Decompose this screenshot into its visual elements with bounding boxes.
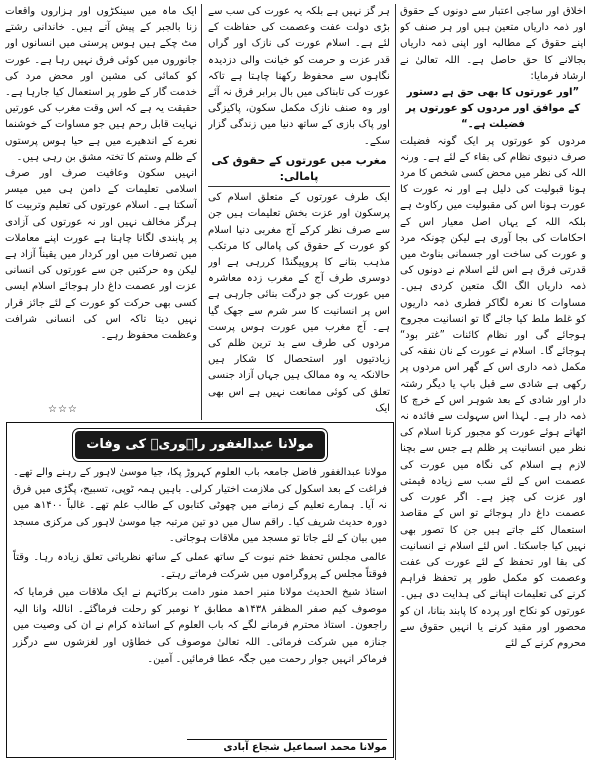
column-divider-left (201, 4, 202, 420)
middle-paragraph-2: ایک طرف عورتوں کے متعلق اسلام کی پرسکون اور عزت بخش تعلیمات ہیں جن سے صرف نظر کرکے آج مغربی دنیا اسلام کو عورت کے حقوق کی پامالی کا مرتکب مذہب بتانے کا پروپیگنڈا کررہی ہے اور دوسری طرف آج کے مغرب زدہ معاشرہ میں عورت کی جو درگت بنائی جارہی ہے اس پر انسانیت کا سر شرم سے جھک گیا ہے۔ آج مغرب میں عورت ہوس پرست مردوں کی طرف سے بد ترین ظلم کی زیادتیوں اور استحصال کا شکار ہیں حالانکہ یہ وہ ممالک ہیں جہاں آزاد جنسی تعلق کی کوئی ممانعت نہیں ہے اس بھی ایک (208, 192, 390, 414)
middle-column (208, 4, 390, 422)
obituary-text (13, 465, 387, 668)
obituary-box (6, 422, 394, 758)
obituary-paragraph-3: استاذ شیخ الحدیث مولانا منیر احمد منور دامت برکاتہم نے ایک ملاقات میں فرمایا کہ موصوف کیم صفر المظفر ۱۴۳۸ھ مطابق ۲ نومبر کو رحلت فرماگئے۔ اناللہ وانا الیہ راجعون۔ استاذ محترم فرمانے لگے کہ باب العلوم کے اساتذہ کرام نے ان کی وصیت میں جنازہ میں شرکت فرمائی۔ اللہ تعالیٰ موصوف کی خطاؤں اور لغزشوں سے درگزر فرماکر انہیں جوار رحمت میں جگہ عطا فرمائیں۔ آمین۔ (13, 587, 387, 665)
obituary-paragraph-1: مولانا عبدالغفور فاضل جامعہ باب العلوم کہروڑ پکا، جیا موسیٰ لاہور کے رہنے والے تھے۔ فراغت کے بعد اسکول کی ملازمت اختیار کرلی۔ باہیں ہمہ ٹوپی، تسبیح، پگڑی میں فرق نہ آیا۔ ہمارے تعلیم کے زمانے میں چھوٹی کتابوں کے طالب علم تھے۔ غالباً ۱۴۰۰ھ میں دورہ حدیث شریف کیا۔ راقم سال میں دو تین مرتبہ جیا موسیٰ لاہور کی مرکزی مسجد میں بیان کے لئے جاتا تو مسجد میں ملاقات ہوجاتی۔ (13, 467, 388, 545)
obituary-title: مولانا عبدالغفور راہوریؒ کی وفات (75, 431, 325, 459)
right-paragraph-1: اخلاق اور ساجی اعتبار سے دونوں کے حقوق اور ذمہ داریاں متعین ہیں اور ہر صنف کو اپنے حقوق کے مطالبہ اور اپنی ذمہ داریاں بجالانے کا حق حاصل ہے۔ اللہ تعالیٰ نے ارشاد فرمایا: (400, 6, 586, 82)
middle-subheading: مغرب میں عورتوں کے حقوق کی پامالی: (208, 153, 390, 187)
left-column (5, 4, 197, 422)
right-paragraph-2: مردوں کو عورتوں پر ایک گونہ فضیلت صرف دنیوی نظام کی بقاء کے لئے ہے۔ ورنہ اللہ کی نظر میں محض کسی شخص کا مرد ہونا قبولیت کی دلیل ہے اور نہ عورت کا عورت ہونا اس کی مقبولیت میں رکاوٹ ہے بلکہ اللہ کے یہاں اصل معیار اس کے احکامات کی بجا آوری ہے لیکن چونکہ مرد و عورت کی ساخت اور جسمانی بناوٹ میں قدرتی فرق ہے اس لئے اسلام نے دونوں کی ذمہ داریاں الگ الگ متعین کردی ہیں۔ مساوات کا نعرہ لگاکر فطری ذمہ داریوں کو غلط ملط کیا جائے گا تو انسانیت مجروح ہوجائے گی اور نظام کائنات ”غتر بود“ ہوجائے گا۔ اسلام نے عورت کے نان نفقہ کی مکمل ذمہ داری اس کے گھر اس مردوں پر رکھی ہے شادی سے قبل باپ یا دیگر رشتہ دار اور شادی کے بعد شوہر اس کے خرچ کا ذمہ دار ہے۔ لہذا اس سہولت سے فائدہ نہ اٹھاتے ہوئے عورت کو مجبور کرنا اسلام کی نظر میں انسانیت پر ظلم ہے جس سے بچنا لازم ہے اسلام کی نگاہ میں عورت کی عصمت اس کے لئے سب سے زیادہ قیمتی اور عزت کی چیز ہے۔ اگر عورت کی عصمت داغ دار ہوجائے تو اس کے مقاصد استعمال کئے جاتے ہیں جن کا تصور بھی نہیں کیا جاسکتا۔ اس لئے اسلام نے انسانیت کی بقا اور تحفظ کے لئے عورت کی عفت وعصمت کو مکمل طور پر تحفظ فراہم کرنے کی تعلیمات اپنانے کی ہدایت دی ہیں۔ عورتوں کو نکاح اور پردہ کا پابند بنانا، ان کو محصور اور مقید کرنے یا انہیں حقوق سے محروم کرنے کے لئے (400, 135, 586, 649)
star-separator: ☆☆☆ (48, 404, 78, 415)
left-paragraph-2: انہیں سکون وعافیت صرف اور صرف اسلامی تعلیمات کے دامن ہی میں میسر آسکتا ہے۔ اسلام عورتوں کی تعلیم وتربیت کا ہرگز مخالف نہیں اور نہ عورتوں کی آزادی پر پابندی لگانا چاہتا ہے عورت اپنے معاملات میں تصرفات میں اور کردار میں یقیناً آزاد ہے لیکن وہ حرکتیں جن سے عورتوں کی انسانی عزت اور عصمت داغ دار ہوجائے اسلام ایسی کسی بھی حرکت کو عورت کے لئے جائز قرار نہیں دیتا تاکہ اس کی انسانی شرافت وعظمت محفوظ رہے۔ (5, 168, 197, 342)
column-divider-right (395, 4, 396, 760)
obituary-signature: مولانا محمد اسماعیل شجاع آبادی (187, 739, 387, 753)
right-column (400, 4, 586, 760)
obituary-paragraph-2: عالمی مجلس تحفظ ختم نبوت کے ساتھ عملی کے ساتھ نظریاتی تعلق زیادہ رہا۔ وقتاً فوقتاً مجلس کے پروگراموں میں شرکت فرماتے رہتے۔ (13, 551, 387, 580)
right-quote: ”اور عورتوں کا بھی حق ہے دستور کے موافق اور مردوں کو عورتوں پر فضیلت ہے۔“ (405, 87, 581, 131)
left-paragraph-1: ایک ماہ میں سینکڑوں اور ہزاروں واقعات زنا بالجبر کے پیش آتے ہیں۔ خاندانی رشتے مٹ چکے ہیں ہوس پرستی میں انسانوں اور جانوروں میں کوئی فرق نہیں رہا ہے۔ عورت کو کمائی کی مشین اور محض مرد کی خدمت گار کے طور پر استعمال کیا جارہا ہے۔ حقیقت یہ ہے کہ اس وقت مغرب کی عورتیں نہایت قابل رحم ہیں جو مساوات کے خوشنما نعرے کے اندھیرے میں ہے حیا ہوس پرستوں کے ظلم وستم کا تختہ مشق بن رہی ہیں۔ (5, 6, 197, 163)
middle-paragraph-1: ہر گز نہیں ہے بلکہ یہ عورت کی سب سے بڑی دولت عفت وعصمت کی حفاظت کے لئے ہے۔ اسلام عورت کی نازک اور گراں قدر عزت و حرمت کو خیانت والی دزدیدہ نگاہوں سے محفوظ رکھنا چاہتا ہے تاکہ عورت کی تابناکی میں بال برابر فرق نہ آئے اور وہ صنف نازک مکمل سکون، پاکیزگی اور پاک بازی کے ساتھ دنیا میں زندگی گزار سکے۔ (208, 6, 390, 147)
